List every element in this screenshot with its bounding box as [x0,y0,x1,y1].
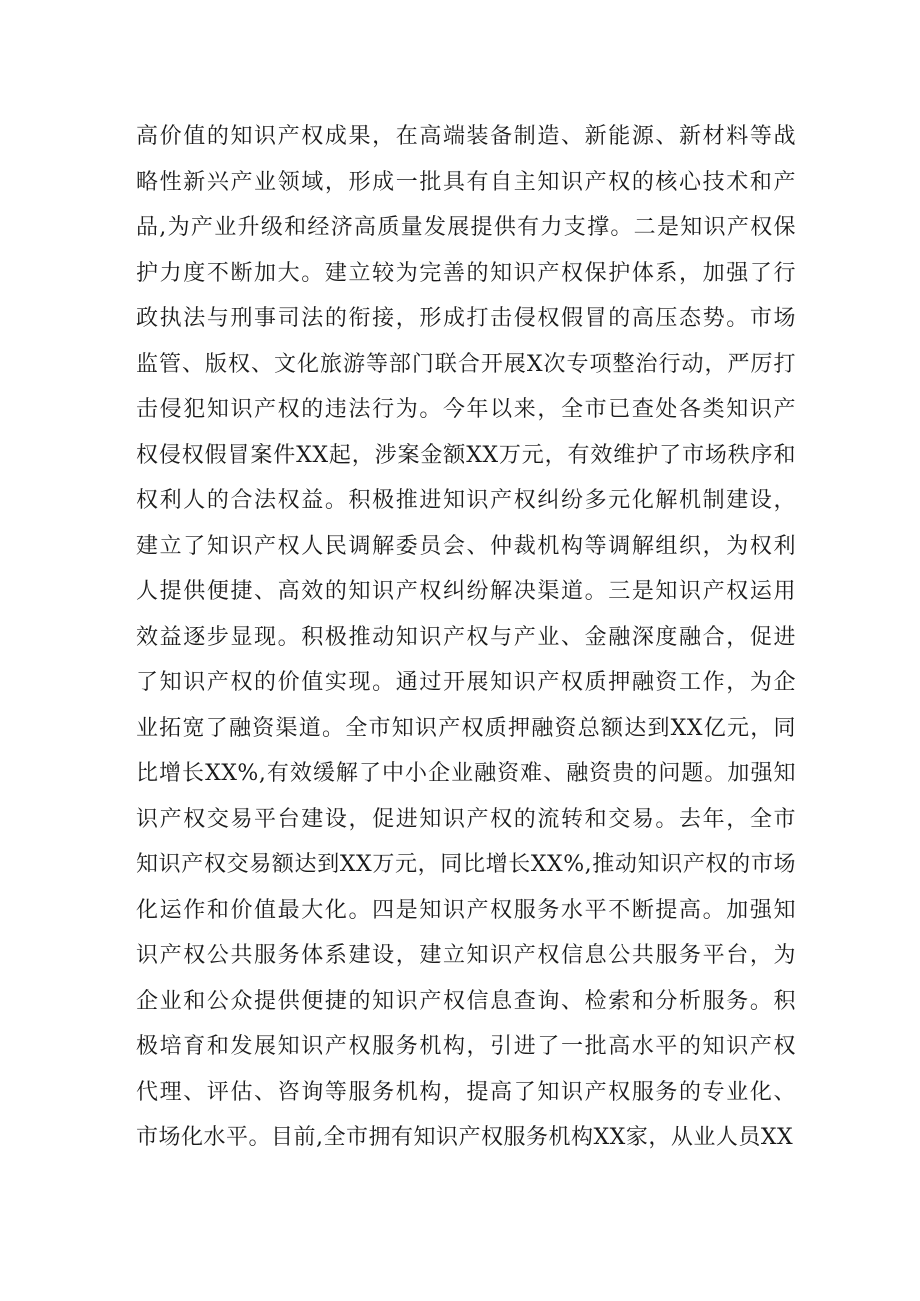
body-paragraph [136,114,796,1161]
text-line: 政执法与刑事司法的衔接，形成打击侵权假冒的高压态势。市场 [136,306,796,331]
text-line: 击侵犯知识产权的违法行为。今年以来，全市已查处各类知识产 [136,397,796,422]
text-line: 权利人的合法权益。积极推进知识产权纠纷多元化解机制建设， [136,488,796,513]
text-line: 权侵权假冒案件XX起，涉案金额XX万元，有效维护了市场秩序和 [136,442,796,468]
text-line: 代理、评估、咨询等服务机构，提高了知识产权服务的专业化、 [136,1079,796,1105]
text-line: 建立了知识产权人民调解委员会、仲裁机构等调解组织，为权利 [136,533,796,559]
text-line: 知识产权交易额达到XX万元，同比增长XX%,推动知识产权的市场 [136,852,796,877]
text-line: 比增长XX%,有效缓解了中小企业融资难、融资贵的问题。加强知 [136,761,796,786]
text-line: 了知识产权的价值实现。通过开展知识产权质押融资工作，为企 [136,670,796,695]
text-line: 市场化水平。目前,全市拥有知识产权服务机构XX家，从业人员XX [136,1125,794,1150]
text-line: 识产权公共服务体系建设，建立知识产权信息公共服务平台，为 [136,943,796,968]
text-line: 监管、版权、文化旅游等部门联合开展X次专项整治行动，严厉打 [136,351,796,377]
text-line: 化运作和价值最大化。四是知识产权服务水平不断提高。加强知 [136,897,796,923]
text-line: 极培育和发展知识产权服务机构，引进了一批高水平的知识产权 [136,1034,796,1059]
text-line: 品,为产业升级和经济高质量发展提供有力支撑。二是知识产权保 [136,215,796,240]
text-line: 护力度不断加大。建立较为完善的知识产权保护体系，加强了行 [136,260,796,286]
text-line: 业拓宽了融资渠道。全市知识产权质押融资总额达到XX亿元，同 [136,715,796,741]
text-line: 效益逐步显现。积极推动知识产权与产业、金融深度融合，促进 [136,624,796,650]
text-line: 略性新兴产业领域，形成一批具有自主知识产权的核心技术和产 [136,169,796,195]
text-line: 识产权交易平台建设，促进知识产权的流转和交易。去年，全市 [136,806,796,832]
text-line: 企业和公众提供便捷的知识产权信息查询、检索和分析服务。积 [136,988,796,1014]
text-line: 高价值的知识产权成果，在高端装备制造、新能源、新材料等战 [136,124,796,149]
text-line: 人提供便捷、高效的知识产权纠纷解决渠道。三是知识产权运用 [136,579,796,604]
